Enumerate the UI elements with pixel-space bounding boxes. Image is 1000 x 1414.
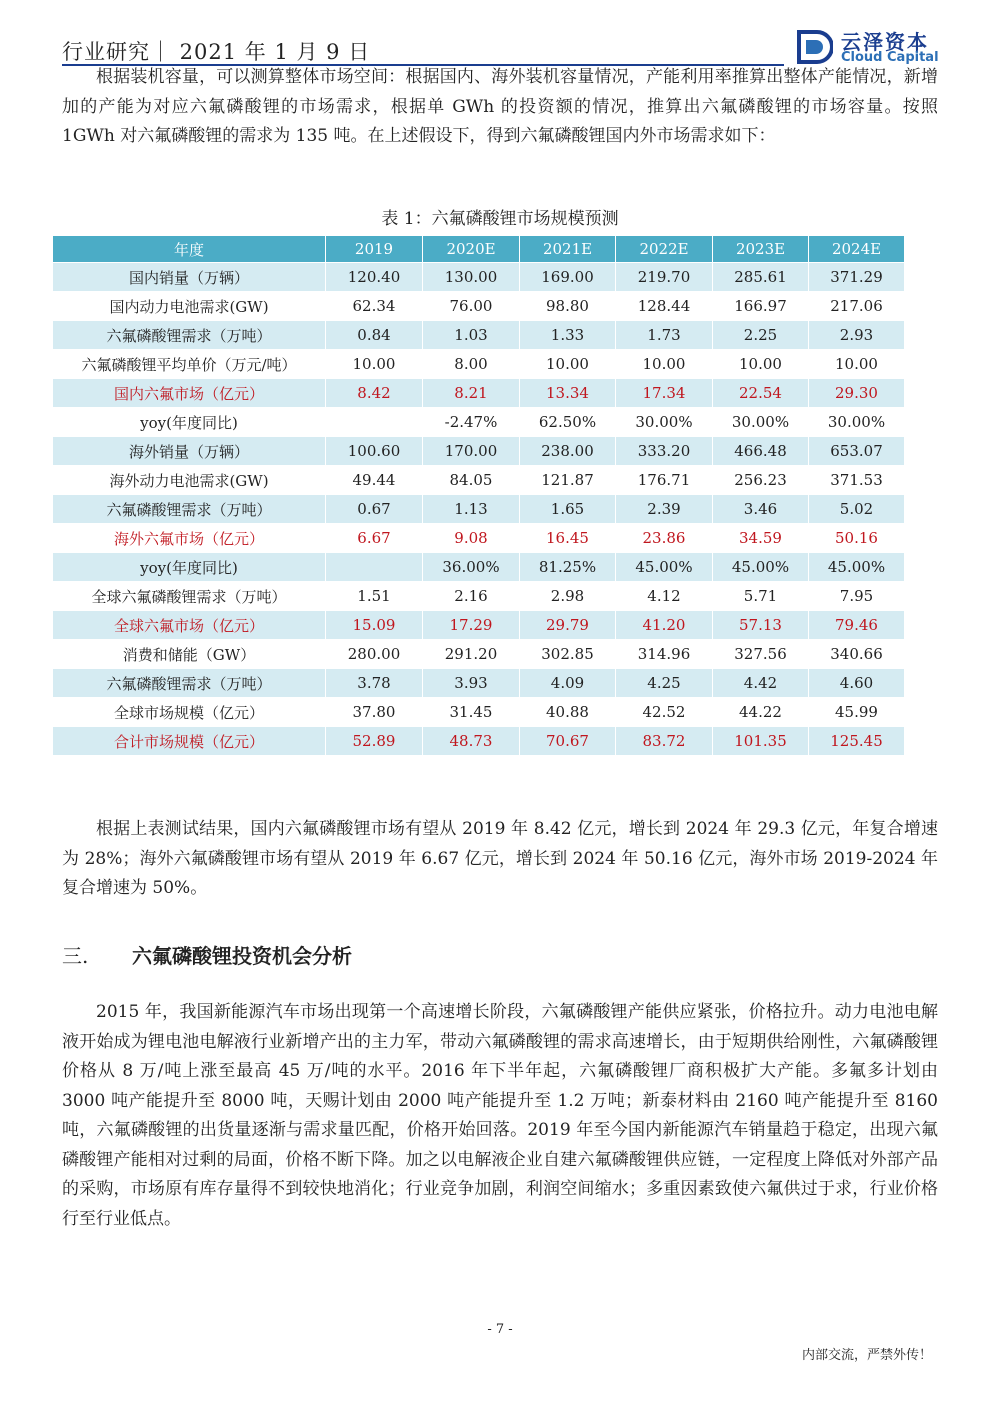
value-cell: 280.00	[326, 640, 423, 669]
value-cell: 49.44	[326, 466, 423, 495]
value-cell: 62.34	[326, 292, 423, 321]
row-label-cell: 六氟磷酸锂平均单价（万元/吨）	[53, 350, 326, 379]
value-cell: 45.00%	[713, 553, 809, 582]
row-label-cell: 全球六氟市场（亿元）	[53, 611, 326, 640]
table-row	[53, 292, 905, 321]
value-cell: 170.00	[423, 437, 520, 466]
value-cell: 302.85	[520, 640, 616, 669]
value-cell: 4.42	[713, 669, 809, 698]
value-cell: 1.73	[616, 321, 713, 350]
value-cell: 23.86	[616, 524, 713, 553]
column-header: 年度	[53, 236, 326, 263]
value-cell: 22.54	[713, 379, 809, 408]
value-cell: 8.00	[423, 350, 520, 379]
section-number: 三.	[62, 944, 89, 968]
value-cell: 125.45	[809, 727, 905, 756]
value-cell: 37.80	[326, 698, 423, 727]
table-row	[53, 495, 905, 524]
table-row	[53, 466, 905, 495]
value-cell: 3.46	[713, 495, 809, 524]
value-cell: 8.42	[326, 379, 423, 408]
value-cell: 120.40	[326, 263, 423, 292]
row-label-cell: 国内动力电池需求(GW)	[53, 292, 326, 321]
value-cell: 169.00	[520, 263, 616, 292]
value-cell: -2.47%	[423, 408, 520, 437]
value-cell: 83.72	[616, 727, 713, 756]
value-cell: 8.21	[423, 379, 520, 408]
value-cell: 5.71	[713, 582, 809, 611]
row-label-cell: 全球市场规模（亿元）	[53, 698, 326, 727]
value-cell: 1.13	[423, 495, 520, 524]
value-cell: 371.29	[809, 263, 905, 292]
table-row	[53, 379, 905, 408]
value-cell: 41.20	[616, 611, 713, 640]
logo-mark-icon	[797, 30, 833, 64]
value-cell: 466.48	[713, 437, 809, 466]
value-cell: 29.79	[520, 611, 616, 640]
value-cell: 10.00	[809, 350, 905, 379]
value-cell: 2.16	[423, 582, 520, 611]
value-cell: 333.20	[616, 437, 713, 466]
row-label-cell: 合计市场规模（亿元）	[53, 727, 326, 756]
value-cell: 16.45	[520, 524, 616, 553]
value-cell: 256.23	[713, 466, 809, 495]
value-cell: 10.00	[520, 350, 616, 379]
value-cell: 121.87	[520, 466, 616, 495]
value-cell: 219.70	[616, 263, 713, 292]
row-label-cell: 国内六氟市场（亿元）	[53, 379, 326, 408]
table-row	[53, 408, 905, 437]
value-cell: 52.89	[326, 727, 423, 756]
value-cell: 98.80	[520, 292, 616, 321]
value-cell: 238.00	[520, 437, 616, 466]
table-row	[53, 437, 905, 466]
value-cell: 17.34	[616, 379, 713, 408]
value-cell: 40.88	[520, 698, 616, 727]
cloud-capital-logo	[797, 28, 947, 68]
row-label-cell: yoy(年度同比)	[53, 553, 326, 582]
table-row	[53, 524, 905, 553]
value-cell: 29.30	[809, 379, 905, 408]
value-cell: 371.53	[809, 466, 905, 495]
value-cell: 2.98	[520, 582, 616, 611]
value-cell: 31.45	[423, 698, 520, 727]
value-cell: 13.34	[520, 379, 616, 408]
value-cell: 4.09	[520, 669, 616, 698]
value-cell: 1.03	[423, 321, 520, 350]
value-cell: 17.29	[423, 611, 520, 640]
value-cell: 1.65	[520, 495, 616, 524]
row-label-cell: 国内销量（万辆）	[53, 263, 326, 292]
value-cell: 30.00%	[713, 408, 809, 437]
value-cell: 45.00%	[809, 553, 905, 582]
logo-chinese-text: 云泽资本	[841, 30, 929, 54]
value-cell: 2.39	[616, 495, 713, 524]
value-cell: 314.96	[616, 640, 713, 669]
column-header: 2020E	[423, 236, 520, 263]
value-cell: 653.07	[809, 437, 905, 466]
section-heading	[62, 940, 352, 969]
value-cell: 340.66	[809, 640, 905, 669]
value-cell: 34.59	[713, 524, 809, 553]
value-cell: 36.00%	[423, 553, 520, 582]
value-cell: 50.16	[809, 524, 905, 553]
section-title: 六氟磷酸锂投资机会分析	[132, 944, 352, 968]
value-cell: 130.00	[423, 263, 520, 292]
value-cell: 217.06	[809, 292, 905, 321]
table-row	[53, 263, 905, 292]
value-cell: 3.93	[423, 669, 520, 698]
value-cell: 70.67	[520, 727, 616, 756]
row-label-cell: 六氟磷酸锂需求（万吨）	[53, 669, 326, 698]
value-cell: 2.93	[809, 321, 905, 350]
confidentiality-note: 内部交流，严禁外传！	[801, 1348, 932, 1363]
value-cell: 166.97	[713, 292, 809, 321]
value-cell: 81.25%	[520, 553, 616, 582]
value-cell: 45.99	[809, 698, 905, 727]
value-cell: 2.25	[713, 321, 809, 350]
column-header: 2023E	[713, 236, 809, 263]
table-row	[53, 321, 905, 350]
column-header: 2024E	[809, 236, 905, 263]
page-number: - 7 -	[487, 1322, 513, 1337]
row-label-cell: 海外销量（万辆）	[53, 437, 326, 466]
value-cell: 44.22	[713, 698, 809, 727]
table-row	[53, 553, 905, 582]
value-cell: 128.44	[616, 292, 713, 321]
column-header: 2022E	[616, 236, 713, 263]
value-cell	[326, 553, 423, 582]
value-cell: 10.00	[616, 350, 713, 379]
table-row	[53, 611, 905, 640]
value-cell: 42.52	[616, 698, 713, 727]
value-cell: 4.25	[616, 669, 713, 698]
intro-paragraph: 根据装机容量，可以测算整体市场空间：根据国内、海外装机容量情况，产能利用率推算出整体产能情况，新增加的产能为对应六氟磷酸锂的市场需求，根据单 GWh 的投资额的情况，推算出六氟磷酸锂的市场容量。按照 1GWh 对六氟磷酸锂的需求为 135 吨。在上述假设下，得到六氟磷酸锂国内外市场需求如下：	[62, 67, 938, 146]
value-cell	[326, 408, 423, 437]
table-header-row	[53, 236, 905, 263]
table-row	[53, 669, 905, 698]
value-cell: 176.71	[616, 466, 713, 495]
market-forecast-table	[52, 235, 905, 756]
row-label-cell: 六氟磷酸锂需求（万吨）	[53, 495, 326, 524]
value-cell: 76.00	[423, 292, 520, 321]
row-label-cell: 六氟磷酸锂需求（万吨）	[53, 321, 326, 350]
value-cell: 48.73	[423, 727, 520, 756]
value-cell: 79.46	[809, 611, 905, 640]
logo-english-text: Cloud Capital	[841, 50, 939, 65]
value-cell: 45.00%	[616, 553, 713, 582]
value-cell: 30.00%	[616, 408, 713, 437]
value-cell: 100.60	[326, 437, 423, 466]
value-cell: 3.78	[326, 669, 423, 698]
header-title: 行业研究｜ 2021 年 1 月 9 日	[62, 40, 371, 64]
value-cell: 10.00	[326, 350, 423, 379]
value-cell: 15.09	[326, 611, 423, 640]
value-cell: 62.50%	[520, 408, 616, 437]
value-cell: 0.84	[326, 321, 423, 350]
table-row	[53, 727, 905, 756]
table-caption: 表 1：六氟磷酸锂市场规模预测	[381, 209, 619, 229]
value-cell: 0.67	[326, 495, 423, 524]
column-header: 2021E	[520, 236, 616, 263]
row-label-cell: 海外六氟市场（亿元）	[53, 524, 326, 553]
column-header: 2019	[326, 236, 423, 263]
value-cell: 291.20	[423, 640, 520, 669]
value-cell: 57.13	[713, 611, 809, 640]
value-cell: 9.08	[423, 524, 520, 553]
table-row	[53, 350, 905, 379]
value-cell: 4.60	[809, 669, 905, 698]
table-row	[53, 582, 905, 611]
page-header	[62, 28, 942, 68]
value-cell: 5.02	[809, 495, 905, 524]
value-cell: 84.05	[423, 466, 520, 495]
value-cell: 1.33	[520, 321, 616, 350]
value-cell: 327.56	[713, 640, 809, 669]
value-cell: 4.12	[616, 582, 713, 611]
value-cell: 6.67	[326, 524, 423, 553]
row-label-cell: 海外动力电池需求(GW)	[53, 466, 326, 495]
row-label-cell: 消费和储能（GW）	[53, 640, 326, 669]
table-row	[53, 640, 905, 669]
row-label-cell: 全球六氟磷酸锂需求（万吨）	[53, 582, 326, 611]
value-cell: 101.35	[713, 727, 809, 756]
body-paragraph: 2015 年，我国新能源汽车市场出现第一个高速增长阶段，六氟磷酸锂产能供应紧张，价格拉升。动力电池电解液开始成为锂电池电解液行业新增产出的主力军，带动六氟磷酸锂的需求高速增长，由于短期供给刚性，六氟磷酸锂价格从 8 万/吨上涨至最高 45 万/吨的水平。2016 年下半年起，六氟磷酸锂厂商积极扩大产能。多氟多计划由 3000 吨产能提升至 8000 吨，天赐计划由 2000 吨产能提升至 1.2 万吨；新泰材料由 2160 吨产能提升至 8160 吨，六氟磷酸锂的出货量逐渐与需求量匹配，价格开始回落。2019 年至今国内新能源汽车销量趋于稳定，出现六氟磷酸锂产能相对过剩的局面，价格不断下降。加之以电解液企业自建六氟磷酸锂供应链，一定程度上降低对外部产品的采购，市场原有库存量得不到较快地消化；行业竞争加剧，利润空间缩水；多重因素致使六氟供过于求，行业价格行至行业低点。	[62, 1002, 938, 1229]
value-cell: 30.00%	[809, 408, 905, 437]
table-row	[53, 698, 905, 727]
row-label-cell: yoy(年度同比)	[53, 408, 326, 437]
value-cell: 285.61	[713, 263, 809, 292]
summary-paragraph: 根据上表测试结果，国内六氟磷酸锂市场有望从 2019 年 8.42 亿元，增长到 2024 年 29.3 亿元，年复合增速为 28%；海外六氟磷酸锂市场有望从 2019 年 6.67 亿元，增长到 2024 年 50.16 亿元，海外市场 2019-2024 年复合增速为 50%。	[62, 819, 938, 898]
value-cell: 1.51	[326, 582, 423, 611]
value-cell: 7.95	[809, 582, 905, 611]
value-cell: 10.00	[713, 350, 809, 379]
